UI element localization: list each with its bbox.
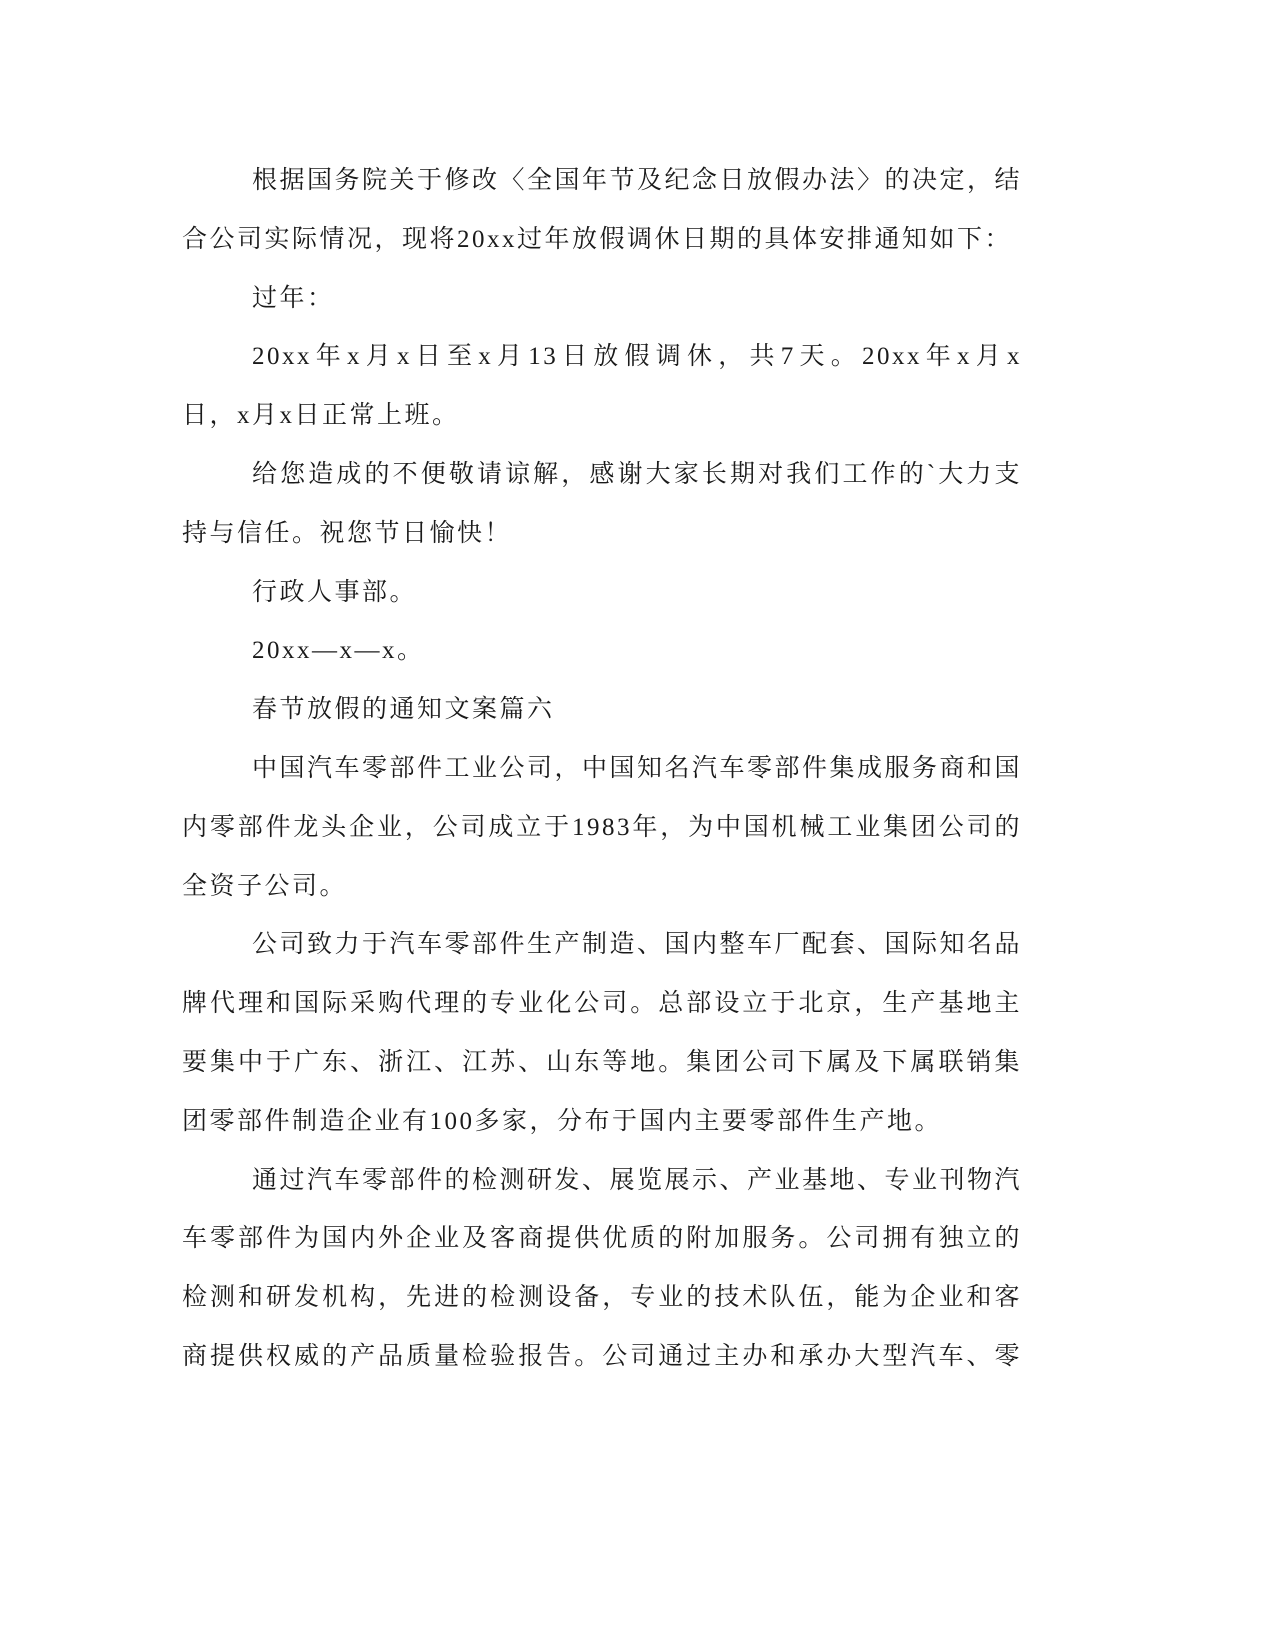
paragraph-1-line: 根据国务院关于修改〈全国年节及纪念日放假办法〉的决定，结: [252, 167, 1022, 194]
paragraph-4-line: 持与信任。祝您节日愉快！: [182, 519, 513, 547]
paragraph-4-line: 给您造成的不便敬请谅解，感谢大家长期对我们工作的`大力支: [252, 461, 1022, 488]
paragraph-8-line: 内零部件龙头企业，公司成立于1983年，为中国机械工业集团公司的: [182, 813, 1022, 841]
paragraph-1-line: 合公司实际情况，现将20xx过年放假调休日期的具体安排通知如下：: [182, 225, 1013, 253]
paragraph-9-line: 牌代理和国际采购代理的专业化公司。总部设立于北京，生产基地主: [182, 990, 1022, 1018]
paragraph-8-line: 中国汽车零部件工业公司，中国知名汽车零部件集成服务商和国: [252, 755, 1022, 782]
paragraph-10-line: 通过汽车零部件的检测研发、展览展示、产业基地、专业刊物汽: [252, 1166, 1022, 1194]
paragraph-10-line: 车零部件为国内外企业及客商提供优质的附加服务。公司拥有独立的: [182, 1225, 1022, 1253]
paragraph-10-line: 检测和研发机构，先进的检测设备，专业的技术队伍，能为企业和客: [182, 1284, 1022, 1312]
paragraph-9-line: 要集中于广东、浙江、江苏、山东等地。集团公司下属及下属联销集: [182, 1049, 1022, 1076]
paragraph-10-line: 商提供权威的产品质量检验报告。公司通过主办和承办大型汽车、零: [182, 1343, 1022, 1370]
paragraph-3-line: 日，x月x日正常上班。: [182, 402, 460, 430]
paragraph-6-line: 20xx—x—x。: [252, 637, 425, 665]
paragraph-3-line: 20xx年x月x日至x月13日放假调休，共7天。20xx年x月x: [252, 343, 1022, 371]
paragraph-5-line: 行政人事部。: [252, 578, 418, 606]
paragraph-9-line: 团零部件制造企业有100多家，分布于国内主要零部件生产地。: [182, 1107, 943, 1135]
paragraph-7-line: 春节放假的通知文案篇六: [252, 696, 555, 724]
paragraph-9-line: 公司致力于汽车零部件生产制造、国内整车厂配套、国际知名品: [252, 931, 1022, 959]
paragraph-2-line: 过年：: [252, 284, 335, 312]
paragraph-8-line: 全资子公司。: [182, 872, 348, 900]
